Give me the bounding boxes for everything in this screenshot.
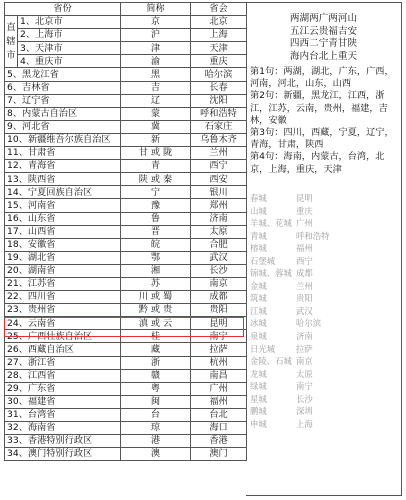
province-name: 17、山西省 <box>5 225 121 238</box>
province-abbreviation: 冀 <box>121 120 191 133</box>
list-item <box>246 343 402 356</box>
province-abbreviation: 新 <box>121 133 191 146</box>
province-abbreviation: 青 <box>121 160 191 173</box>
city-nickname: 申城 <box>250 418 267 429</box>
list-item <box>246 280 402 293</box>
province-capital: 哈尔滨 <box>191 68 247 81</box>
province-abbreviation: 京 <box>121 16 191 29</box>
province-abbreviation: 沪 <box>121 29 191 42</box>
province-name: 24、云南省 <box>5 317 121 330</box>
province-name: 21、江苏省 <box>5 277 121 290</box>
province-capital: 成都 <box>191 291 247 304</box>
table-row <box>5 225 247 238</box>
province-abbreviation: 琼 <box>121 422 191 435</box>
province-capital: 西宁 <box>191 160 247 173</box>
province-name: 8、内蒙古自治区 <box>5 107 121 120</box>
province-abbreviation: 吉 <box>121 81 191 94</box>
province-name: 31、台湾省 <box>5 408 121 421</box>
province-capital: 郑州 <box>191 199 247 212</box>
province-abbreviation: 豫 <box>121 199 191 212</box>
table-row <box>5 133 247 146</box>
province-name: 34、澳门特别行政区 <box>5 448 121 461</box>
province-abbreviation: 川 或 蜀 <box>121 291 191 304</box>
city-name: 济南 <box>296 331 313 342</box>
table-row <box>5 304 247 317</box>
province-abbreviation: 黔 或 贵 <box>121 304 191 317</box>
province-abbreviation: 晋 <box>121 225 191 238</box>
table-row <box>5 369 247 382</box>
province-name: 3、天津市 <box>18 42 121 55</box>
list-item <box>246 317 402 330</box>
header-capital: 省会 <box>191 3 247 16</box>
province-name: 6、吉林省 <box>5 81 121 94</box>
list-item <box>246 292 402 305</box>
province-abbreviation: 闽 <box>121 395 191 408</box>
header-abbreviation: 简称 <box>121 3 191 16</box>
province-capital: 杭州 <box>191 356 247 369</box>
province-capital: 南京 <box>191 277 247 290</box>
province-table <box>4 2 247 461</box>
province-abbreviation: 苏 <box>121 277 191 290</box>
city-name: 深圳 <box>296 406 313 417</box>
province-abbreviation: 鲁 <box>121 212 191 225</box>
table-row <box>5 55 247 68</box>
city-name: 太原 <box>296 368 313 379</box>
province-name: 14、宁夏回族自治区 <box>5 186 121 199</box>
province-abbreviation: 浙 <box>121 356 191 369</box>
table-row <box>5 173 247 186</box>
province-abbreviation: 鄂 <box>121 251 191 264</box>
city-nickname: 春城 <box>250 193 267 203</box>
table-row <box>5 251 247 264</box>
city-nickname: 羊城、花城 <box>250 218 292 229</box>
city-nickname: 榕城 <box>250 243 267 254</box>
mnemonic-verse <box>246 3 401 63</box>
table-row <box>5 42 247 55</box>
list-item <box>246 205 402 218</box>
province-name: 23、贵州省 <box>5 304 121 317</box>
province-capital: 西安 <box>191 173 247 186</box>
list-item <box>246 242 402 255</box>
table-row <box>5 448 247 461</box>
mnemonic-explanation <box>246 63 401 176</box>
province-abbreviation: 湘 <box>121 264 191 277</box>
list-item <box>246 267 402 280</box>
table-row <box>5 277 247 290</box>
province-abbreviation: 宁 <box>121 186 191 199</box>
table-row <box>5 408 247 421</box>
province-abbreviation: 陕 或 秦 <box>121 173 191 186</box>
province-name: 15、河南省 <box>5 199 121 212</box>
province-name: 13、陕西省 <box>5 173 121 186</box>
province-name: 27、浙江省 <box>5 356 121 369</box>
province-abbreviation: 澳 <box>121 448 191 461</box>
table-row <box>5 94 247 107</box>
province-capital: 合肥 <box>191 238 247 251</box>
province-name: 30、福建省 <box>5 395 121 408</box>
province-name: 29、广东省 <box>5 382 121 395</box>
province-name: 16、山东省 <box>5 212 121 225</box>
province-capital: 南昌 <box>191 369 247 382</box>
list-item <box>246 393 402 406</box>
list-item <box>246 330 402 343</box>
municipality-label: 直辖市 <box>5 16 18 68</box>
province-name: 32、海南省 <box>5 422 121 435</box>
city-name: 拉萨 <box>296 343 313 354</box>
table-row <box>5 107 247 120</box>
province-name: 5、黑龙江省 <box>5 68 121 81</box>
list-item <box>246 217 402 230</box>
province-abbreviation: 台 <box>121 408 191 421</box>
list-item <box>246 380 402 393</box>
province-capital: 上海 <box>191 29 247 42</box>
province-abbreviation: 赣 <box>121 369 191 382</box>
city-name: 昆明 <box>296 193 313 203</box>
province-name: 11、甘肃省 <box>5 147 121 160</box>
city-name: 西宁 <box>296 255 313 266</box>
province-abbreviation: 滇 或 云 <box>121 317 191 330</box>
city-nickname: 泉城 <box>250 331 267 342</box>
table-row <box>5 199 247 212</box>
table-header-row <box>5 3 247 16</box>
province-name: 10、新疆维吾尔族自治区 <box>5 133 121 146</box>
table-row <box>5 120 247 133</box>
province-capital: 贵阳 <box>191 304 247 317</box>
city-nickname: 金城 <box>250 280 267 291</box>
list-item <box>246 255 402 268</box>
province-capital: 长春 <box>191 81 247 94</box>
province-abbreviation: 粤 <box>121 382 191 395</box>
province-name: 20、湖南省 <box>5 264 121 277</box>
city-nickname: 青城 <box>250 230 267 241</box>
province-name: 25、广西壮族自治区 <box>5 330 121 343</box>
group-line: 第3句：四川，西藏，宁夏，辽宁，青海，甘肃，陕西 <box>250 127 394 151</box>
table-row <box>5 212 247 225</box>
province-capital: 武汉 <box>191 251 247 264</box>
city-name: 成都 <box>296 268 313 279</box>
table-row <box>5 422 247 435</box>
table-row <box>5 16 247 29</box>
city-name: 南宁 <box>296 381 313 392</box>
province-capital: 银川 <box>191 186 247 199</box>
header-province: 省份 <box>5 3 121 16</box>
province-capital: 南宁 <box>191 330 247 343</box>
province-name: 26、西藏自治区 <box>5 343 121 356</box>
province-abbreviation: 甘 或 陇 <box>121 147 191 160</box>
province-abbreviation: 津 <box>121 42 191 55</box>
city-name: 武汉 <box>296 305 313 316</box>
city-nickname: 石堡城 <box>250 255 276 266</box>
group-line: 第4句：海南，内蒙古，台湾，北京，上海，重庆，天津 <box>250 151 385 175</box>
province-abbreviation: 黑 <box>121 68 191 81</box>
city-nickname: 金陵、石城 <box>250 356 292 367</box>
province-abbreviation: 桂 <box>121 330 191 343</box>
province-capital: 乌鲁木齐 <box>191 133 247 146</box>
province-capital: 福州 <box>191 395 247 408</box>
province-name: 12、青海省 <box>5 160 121 173</box>
city-nickname: 龙城 <box>250 368 267 379</box>
province-capital: 呼和浩特 <box>191 107 247 120</box>
city-name: 福州 <box>296 243 313 254</box>
table-row <box>5 238 247 251</box>
city-nickname: 筑城 <box>250 293 267 304</box>
table-row <box>5 29 247 42</box>
province-abbreviation: 蒙 <box>121 107 191 120</box>
province-abbreviation: 藏 <box>121 343 191 356</box>
list-item <box>246 192 402 205</box>
province-capital: 台北 <box>191 408 247 421</box>
city-name: 广州 <box>296 218 313 229</box>
city-name: 长沙 <box>296 393 313 404</box>
city-nickname: 江城 <box>250 305 267 316</box>
province-name: 22、四川省 <box>5 291 121 304</box>
city-nickname: 冰城 <box>250 318 267 329</box>
province-name: 19、湖北省 <box>5 251 121 264</box>
table-row <box>5 81 247 94</box>
province-capital: 沈阳 <box>191 94 247 107</box>
city-nickname: 山城 <box>250 205 267 216</box>
province-abbreviation: 港 <box>121 435 191 448</box>
city-nickname: 日光城 <box>250 343 276 354</box>
table-row <box>5 356 247 369</box>
city-nickname: 锦城、蓉城 <box>250 268 292 279</box>
province-capital: 拉萨 <box>191 343 247 356</box>
province-abbreviation: 辽 <box>121 94 191 107</box>
province-name: 4、重庆市 <box>18 55 121 68</box>
mnemonic-line: 五江云贵福吉安 <box>289 25 358 37</box>
list-item <box>246 368 402 381</box>
table-row <box>5 343 247 356</box>
city-name: 重庆 <box>296 205 313 216</box>
group-line: 第2句：新疆，黑龙江，江西，浙江，江苏，云南，贵州，福建，吉林，安徽 <box>250 90 388 126</box>
province-name: 18、安徽省 <box>5 238 121 251</box>
list-item <box>246 418 402 431</box>
table-row <box>5 291 247 304</box>
province-capital: 重庆 <box>191 55 247 68</box>
city-name: 哈尔滨 <box>296 318 322 329</box>
province-name: 2、上海市 <box>18 29 121 42</box>
province-capital: 兰州 <box>191 147 247 160</box>
mnemonic-line: 四西二宁青甘陕 <box>289 38 358 49</box>
city-nickname: 绿城 <box>250 381 267 392</box>
province-name: 7、辽宁省 <box>5 94 121 107</box>
table-row <box>5 68 247 81</box>
province-capital: 北京 <box>191 16 247 29</box>
city-name: 贵阳 <box>296 293 313 304</box>
mnemonic-line: 海内台北上重天 <box>289 50 358 62</box>
table-row <box>5 395 247 408</box>
table-row <box>5 160 247 173</box>
list-item <box>246 355 402 368</box>
table-row <box>5 264 247 277</box>
province-name: 33、香港特别行政区 <box>5 435 121 448</box>
province-capital: 海口 <box>191 422 247 435</box>
table-row <box>5 186 247 199</box>
province-capital: 太原 <box>191 225 247 238</box>
table-row <box>5 382 247 395</box>
table-row <box>5 435 247 448</box>
city-name: 呼和浩特 <box>296 230 330 241</box>
province-capital: 香港 <box>191 435 247 448</box>
city-name: 兰州 <box>296 280 313 291</box>
city-name: 上海 <box>296 418 313 429</box>
city-nickname-list <box>246 192 402 430</box>
province-name: 9、河北省 <box>5 120 121 133</box>
highlight-box <box>4 317 244 337</box>
city-nickname: 鹏城 <box>250 406 267 417</box>
province-abbreviation: 渝 <box>121 55 191 68</box>
mnemonic-line: 两湖两广两河山 <box>289 13 358 24</box>
city-nickname: 星城 <box>250 393 267 404</box>
list-item <box>246 405 402 418</box>
province-name: 28、江西省 <box>5 369 121 382</box>
province-capital: 石家庄 <box>191 120 247 133</box>
list-item <box>246 305 402 318</box>
province-name: 1、北京市 <box>18 16 121 29</box>
province-capital: 澳门 <box>191 448 247 461</box>
table-row <box>5 147 247 160</box>
province-capital: 昆明 <box>191 317 247 330</box>
city-name: 南京 <box>296 356 313 367</box>
province-abbreviation: 皖 <box>121 238 191 251</box>
province-capital: 天津 <box>191 42 247 55</box>
group-line: 第1句：两湖，湖北，广东，广西，河南，河北，山东，山西 <box>250 66 394 90</box>
mnemonic-panel <box>246 2 402 496</box>
province-capital: 长沙 <box>191 264 247 277</box>
province-capital: 济南 <box>191 212 247 225</box>
province-capital: 广州 <box>191 382 247 395</box>
list-item <box>246 230 402 243</box>
